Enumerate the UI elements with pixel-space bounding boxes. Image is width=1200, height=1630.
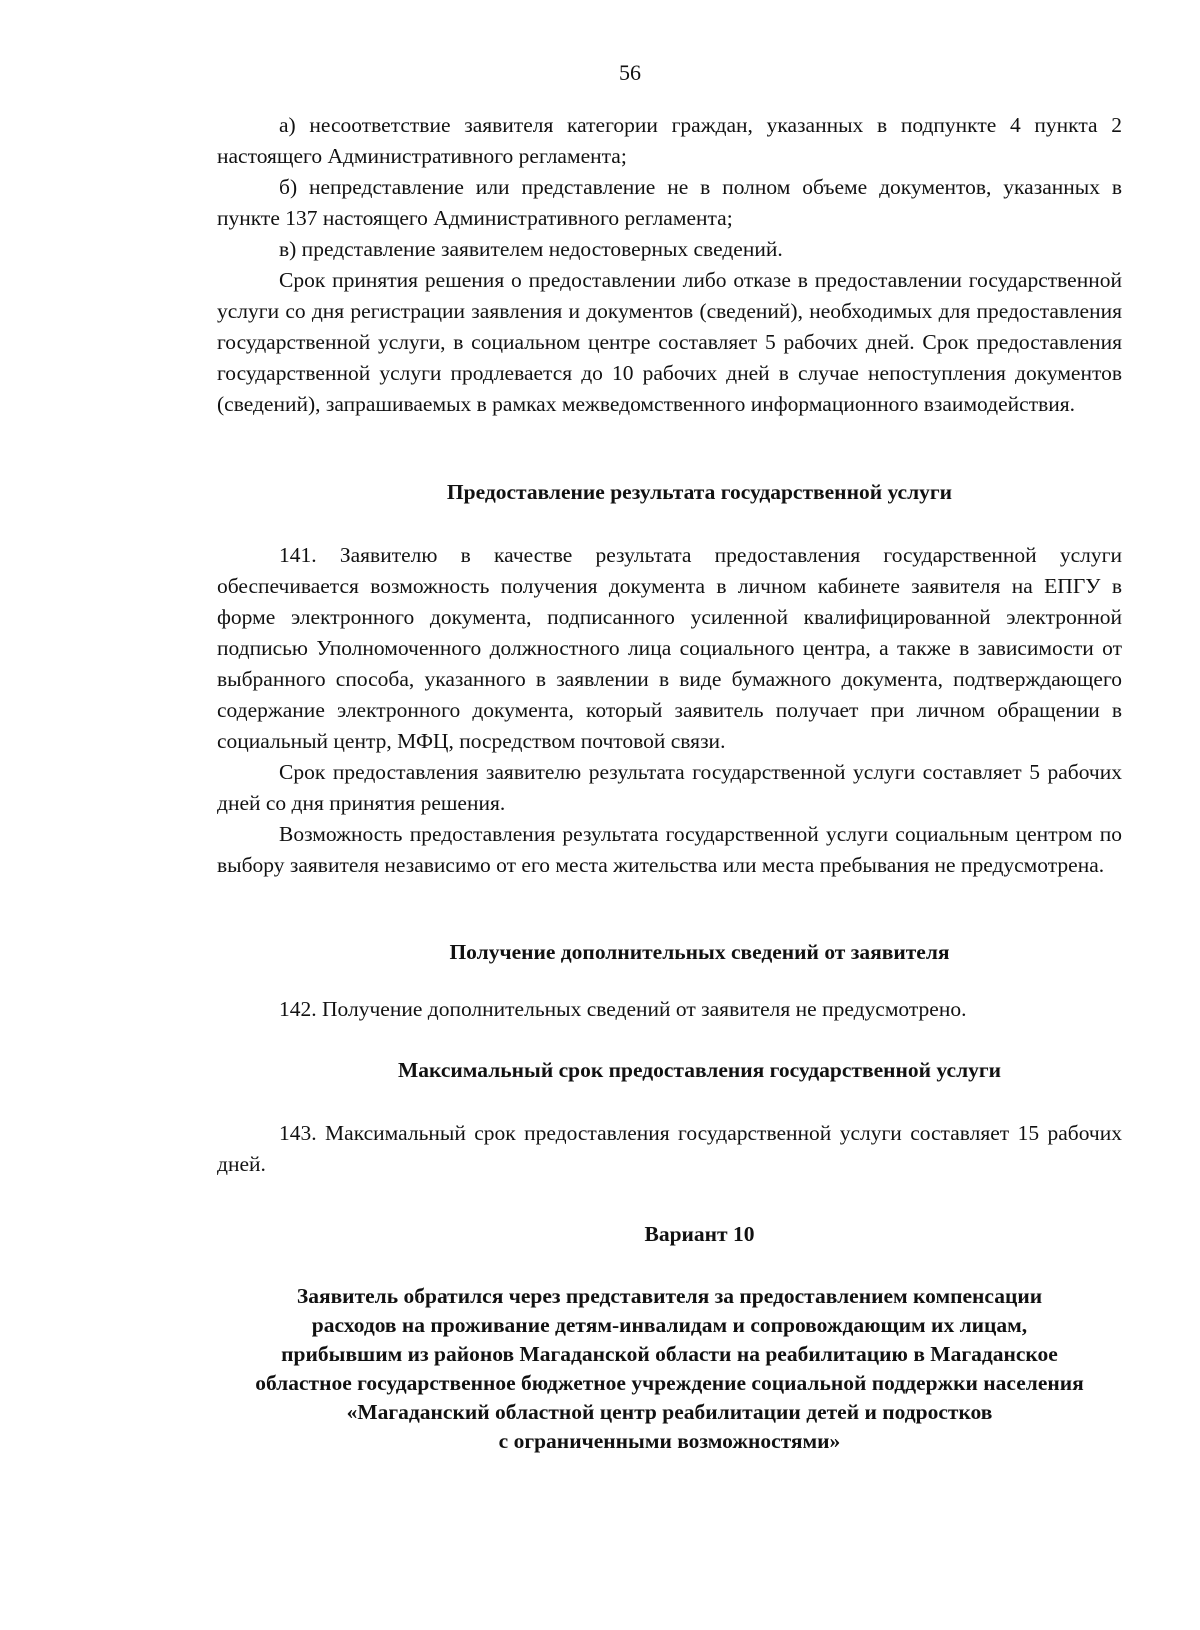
variant-title-line: областное государственное бюджетное учреждение социальной поддержки населения	[255, 1371, 1084, 1395]
paragraph: б) непредставление или представление не в полном объеме документов, указанных в пункте 137 настоящего Административного регламента;	[217, 175, 1122, 230]
variant-title-line: с ограниченными возможностями»	[498, 1429, 841, 1453]
paragraph: Возможность предоставления результата государственной услуги социальным центром по выбору заявителя независимо от его места жительства или места пребывания не предусмотрена.	[217, 822, 1122, 877]
variant-title-line: расходов на проживание детям-инвалидам и сопровождающим их лицам,	[311, 1313, 1028, 1337]
variant-title	[217, 1282, 1122, 1456]
paragraph-block-4	[217, 1118, 1122, 1180]
section-heading-additional-info: Получение дополнительных сведений от заявителя	[449, 940, 950, 964]
paragraph: а) несоответствие заявителя категории граждан, указанных в подпункте 4 пункта 2 настоящего Административного регламента;	[217, 113, 1122, 168]
paragraph-block-3	[217, 994, 1122, 1025]
variant-title-line: прибывшим из районов Магаданской области на реабилитацию в Магаданское	[281, 1342, 1058, 1366]
paragraph: Срок предоставления заявителю результата государственной услуги составляет 5 рабочих дней со дня принятия решения.	[217, 760, 1122, 815]
variant-title-line: «Магаданский областной центр реабилитации детей и подростков	[346, 1400, 993, 1424]
paragraph-block-1	[217, 110, 1122, 420]
paragraph-block-2	[217, 540, 1122, 881]
paragraph: Срок принятия решения о предоставлении либо отказе в предоставлении государственной услуги со дня регистрации заявления и документов (сведений), необходимых для предоставления государственной услуги, в социальном центре составляет 5 рабочих дней. Срок предоставления государственной услуги продлевается до 10 рабочих дней в случае непоступления документов (сведений), запрашиваемых в рамках межведомственного информационного взаимодействия.	[217, 268, 1122, 416]
paragraph: в) представление заявителем недостоверных сведений.	[279, 237, 783, 261]
page-number: 56	[619, 60, 641, 85]
paragraph: 142. Получение дополнительных сведений от заявителя не предусмотрено.	[279, 997, 967, 1021]
variant-title-line: Заявитель обратился через представителя за предоставлением компенсации	[296, 1284, 1043, 1308]
section-heading-max-term: Максимальный срок предоставления государственной услуги	[397, 1058, 1002, 1082]
paragraph: 143. Максимальный срок предоставления государственной услуги составляет 15 рабочих дней.	[217, 1121, 1122, 1176]
section-heading-result: Предоставление результата государственной услуги	[446, 480, 953, 504]
paragraph: 141. Заявителю в качестве результата предоставления государственной услуги обеспечивается возможность получения документа в личном кабинете заявителя на ЕПГУ в форме электронного документа, подписанного усиленной квалифицированной электронной подписью Уполномоченного должностного лица социального центра, а также в зависимости от выбранного способа, указанного в заявлении в виде бумажного документа, подтверждающего содержание электронного документа, который заявитель получает при личном обращении в социальный центр, МФЦ, посредством почтовой связи.	[217, 543, 1122, 753]
variant-heading: Вариант 10	[644, 1222, 755, 1246]
